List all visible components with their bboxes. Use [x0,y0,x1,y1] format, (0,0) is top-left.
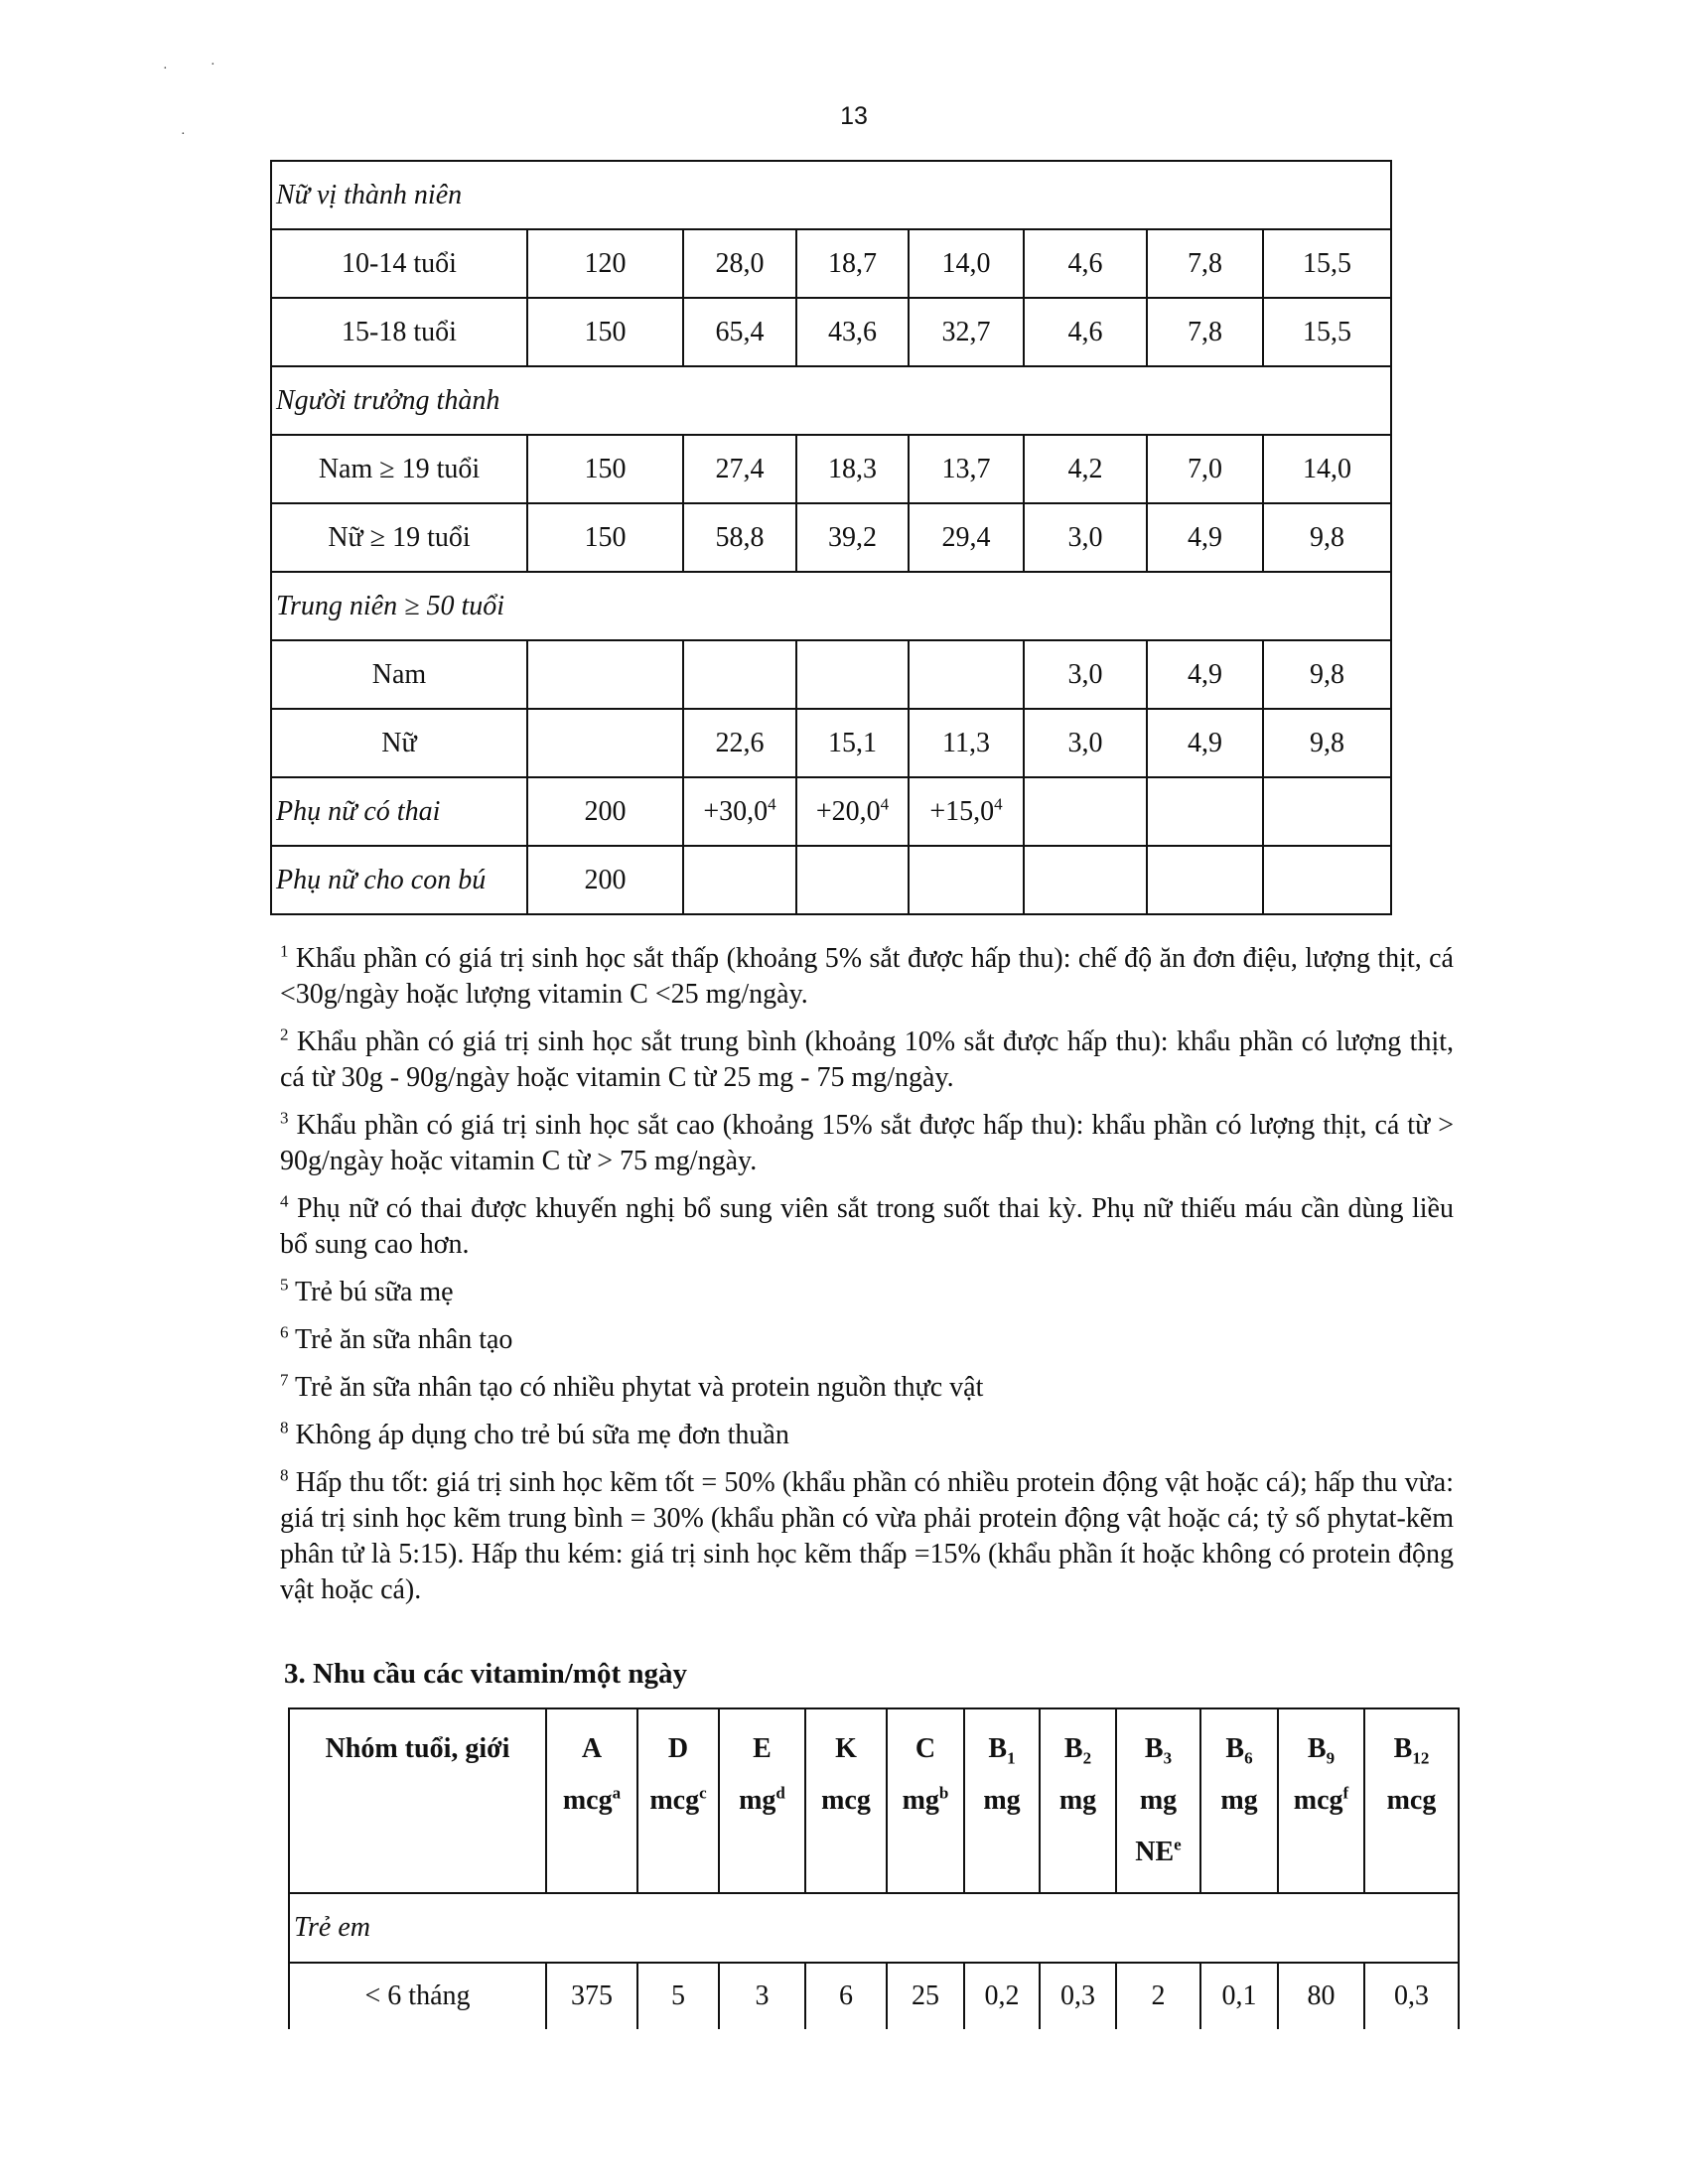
footnote-ref: 4 [880,794,890,814]
vitamin-name: A [581,1733,603,1764]
vitamin-unit: mcg [1386,1785,1437,1816]
header-vitamin [1364,1708,1459,1893]
footnote-number: 1 [280,941,289,961]
header-vitamin [1116,1708,1200,1893]
vitamin-name: K [835,1733,857,1764]
row-label: < 6 tháng [289,1963,546,2029]
row-label: Phụ nữ cho con bú [271,846,527,914]
header-age-group: Nhóm tuổi, giới [289,1708,546,1893]
table-cell: 4,6 [1024,298,1147,366]
table-row [271,435,1391,503]
scan-mark: · [181,127,186,142]
vitamin-name: $B_2$ [1063,1733,1092,1768]
vitamin-subscript: 12 [1412,1748,1430,1768]
table-cell: 4,9 [1147,640,1263,709]
row-label: 15-18 tuổi [271,298,527,366]
footnote-number: 5 [280,1275,289,1295]
vitamin-name: E [753,1733,772,1764]
vitamin-subscript: 6 [1244,1748,1253,1768]
vitamin-unit: mcg$^c$ [649,1783,707,1816]
footnote-text: Trẻ ăn sữa nhân tạo [288,1324,513,1355]
table-cell: 14,0 [1263,435,1391,503]
header-vitamin [1278,1708,1364,1893]
row-label: Nam ≥ 19 tuổi [271,435,527,503]
table-cell [683,640,796,709]
table-cell [1024,777,1147,846]
table-cell [909,846,1024,914]
table-cell: 15,5 [1263,298,1391,366]
table-cell: 39,2 [796,503,909,572]
table-cell [1263,846,1391,914]
table-cell: 32,7 [909,298,1024,366]
table-row [271,846,1391,914]
table-cell: $+20,0^4$ [796,777,909,846]
row-label: 10-14 tuổi [271,229,527,298]
footnote-number: 3 [280,1108,289,1128]
group-row [289,1893,1459,1963]
footnote-ref: f [1342,1783,1349,1803]
header-vitamin [719,1708,805,1893]
table-cell: 43,6 [796,298,909,366]
vitamin-unit-extra: $NE^e$ [1135,1835,1182,1867]
table-cell: $+15,0^4$ [909,777,1024,846]
table-cell: 9,8 [1263,709,1391,777]
table-cell: 29,4 [909,503,1024,572]
footnote-ref: d [775,1783,785,1803]
table-cell: 2 [1116,1963,1200,2029]
table-cell: 13,7 [909,435,1024,503]
footnote [280,941,1454,1013]
section-title: 3. Nhu cầu các vitamin/một ngày [284,1658,687,1690]
footnote-text: Hấp thu tốt: giá trị sinh học kẽm tốt = 50% (khẩu phần có nhiều protein động vật hoặc cá); hấp thu vừa: giá trị sinh học kẽm trung bình = 30% (khẩu phần có vừa phải protein động vật hoặc cá; tỷ số phytat-kẽm phân tử là 5:15). Hấp thu kém: giá trị sinh học kẽm thấp =15% (khẩu phần ít hoặc không có protein động vật hoặc cá). [280,1467,1454,1605]
scan-mark: · [211,58,215,72]
table-cell: 15,1 [796,709,909,777]
table-cell [796,640,909,709]
group-row [271,366,1391,435]
table-cell: 22,6 [683,709,796,777]
table-cell: 25 [887,1963,964,2029]
footnote-ref: b [938,1783,949,1803]
table-cell: 15,5 [1263,229,1391,298]
table-cell: 5 [637,1963,719,2029]
group-label: Người trưởng thành [271,366,1391,435]
group-label: Trẻ em [289,1893,1459,1963]
table-cell [909,640,1024,709]
footnote-ref: 4 [994,794,1003,814]
vitamin-name: $B_1$ [988,1733,1016,1768]
table-row [271,229,1391,298]
table-cell: 3,0 [1024,640,1147,709]
table-cell: 18,3 [796,435,909,503]
group-label: Nữ vị thành niên [271,161,1391,229]
table-cell: 200 [527,846,683,914]
table-cell: 0,1 [1200,1963,1278,2029]
footnote-text: Phụ nữ có thai được khuyến nghị bổ sung viên sắt trong suốt thai kỳ. Phụ nữ thiếu máu cần dùng liều bổ sung cao hơn. [280,1193,1454,1260]
vitamin-name: D [667,1733,689,1764]
row-label: Nữ ≥ 19 tuổi [271,503,527,572]
vitamin-name: $B_3$ [1144,1733,1173,1768]
header-vitamin [637,1708,719,1893]
footnote [280,1418,1454,1453]
vitamin-subscript: 3 [1163,1748,1173,1768]
table-cell: 6 [805,1963,887,2029]
table-cell: 0,2 [964,1963,1040,2029]
table-cell: 0,3 [1364,1963,1459,2029]
footnote-text: Khẩu phần có giá trị sinh học sắt cao (khoảng 15% sắt được hấp thu): khẩu phần có lượng thịt, cá từ > 90g/ngày hoặc vitamin C từ > 75 mg/ngày. [280,1110,1454,1176]
table-cell: 200 [527,777,683,846]
table-cell: 7,8 [1147,229,1263,298]
footnote-ref: c [699,1783,707,1803]
footnote [280,1465,1454,1608]
table-cell: 27,4 [683,435,796,503]
table-cell: 65,4 [683,298,796,366]
footnote-number: 7 [280,1370,289,1390]
table-row [271,709,1391,777]
table-cell: 9,8 [1263,640,1391,709]
table-cell: 3 [719,1963,805,2029]
vitamin-unit: mcg$^a$ [562,1783,622,1816]
table-row [271,298,1391,366]
table-cell: 4,6 [1024,229,1147,298]
footnote-ref: e [1174,1835,1182,1854]
header-vitamin [805,1708,887,1893]
table-cell: 150 [527,503,683,572]
table-cell: 80 [1278,1963,1364,2029]
footnote-number: 6 [280,1322,289,1342]
group-row [271,161,1391,229]
vitamin-subscript: 2 [1082,1748,1092,1768]
row-label: Nữ [271,709,527,777]
vitamin-unit: mg [1220,1785,1258,1816]
vitamin-subscript: 1 [1007,1748,1016,1768]
footnote [280,1275,1454,1310]
footnote-text: Khẩu phần có giá trị sinh học sắt trung bình (khoảng 10% sắt được hấp thu): khẩu phần có lượng thịt, cá từ 30g - 90g/ngày hoặc vitamin C từ 25 mg - 75 mg/ngày. [280,1026,1454,1093]
vitamin-unit: mcg [821,1785,871,1816]
table-row [289,1963,1459,2029]
footnote-ref: 4 [768,794,776,814]
footnote [280,1108,1454,1179]
page-number: 13 [840,102,868,130]
vitamins-table [288,1707,1460,2029]
table-cell [796,846,909,914]
vitamin-unit: mcg$^f$ [1293,1783,1349,1816]
vitamin-subscript: 9 [1326,1748,1336,1768]
minerals-table [270,160,1392,915]
table-cell: 4,9 [1147,503,1263,572]
header-vitamin [1040,1708,1116,1893]
header-row [289,1708,1459,1893]
table-row [271,503,1391,572]
table-cell: 7,8 [1147,298,1263,366]
vitamin-unit: $mg^b$ [902,1783,949,1816]
vitamin-name: C [914,1733,936,1764]
vitamin-name: $B_{12}$ [1393,1733,1430,1768]
table-cell [1147,777,1263,846]
table-cell: 9,8 [1263,503,1391,572]
table-cell: 28,0 [683,229,796,298]
footnote-number: 8 [280,1465,289,1485]
table-cell [1024,846,1147,914]
footnote-text: Trẻ ăn sữa nhân tạo có nhiều phytat và protein nguồn thực vật [288,1372,984,1403]
table-cell: 7,0 [1147,435,1263,503]
vitamin-unit: mg [983,1785,1021,1816]
vitamin-name: $B_9$ [1307,1733,1336,1768]
table-cell: 18,7 [796,229,909,298]
table-row [271,777,1391,846]
table-cell: 11,3 [909,709,1024,777]
table-row [271,640,1391,709]
footnote-number: 2 [280,1024,289,1044]
footnote [280,1024,1454,1096]
footnote-ref: a [612,1783,622,1803]
footnote-text: Khẩu phần có giá trị sinh học sắt thấp (khoảng 5% sắt được hấp thu): chế độ ăn đơn điệu, lượng thịt, cá <30g/ngày hoặc lượng vitamin C <25 mg/ngày. [280,943,1454,1010]
footnote-number: 4 [280,1191,289,1211]
header-vitamin [887,1708,964,1893]
table-cell: 120 [527,229,683,298]
table-cell: 4,2 [1024,435,1147,503]
header-vitamin [546,1708,637,1893]
footnote [280,1370,1454,1406]
group-label: Trung niên ≥ 50 tuổi [271,572,1391,640]
scan-mark: · [163,62,168,76]
row-label: Nam [271,640,527,709]
group-row [271,572,1391,640]
table-cell: 14,0 [909,229,1024,298]
table-cell: 150 [527,298,683,366]
table-cell: 4,9 [1147,709,1263,777]
table-cell: 375 [546,1963,637,2029]
table-cell: 0,3 [1040,1963,1116,2029]
vitamin-unit: mg [1139,1785,1178,1816]
row-label: Phụ nữ có thai [271,777,527,846]
vitamin-name: $B_6$ [1225,1733,1253,1768]
footnote-text: Trẻ bú sữa mẹ [288,1277,454,1307]
table-cell [1147,846,1263,914]
vitamin-unit: $mg^d$ [739,1783,785,1816]
footnote-number: 8 [280,1418,289,1437]
vitamin-unit: mg [1058,1785,1097,1816]
table-cell [527,640,683,709]
table-cell: $+30,0^4$ [683,777,796,846]
table-cell: 3,0 [1024,503,1147,572]
table-cell [1263,777,1391,846]
table-cell [683,846,796,914]
footnote-text: Không áp dụng cho trẻ bú sữa mẹ đơn thuần [288,1420,789,1450]
table-cell [527,709,683,777]
header-vitamin [964,1708,1040,1893]
header-vitamin [1200,1708,1278,1893]
footnotes [280,941,1454,1620]
table-cell: 3,0 [1024,709,1147,777]
footnote [280,1322,1454,1358]
table-cell: 150 [527,435,683,503]
footnote [280,1191,1454,1263]
table-cell: 58,8 [683,503,796,572]
